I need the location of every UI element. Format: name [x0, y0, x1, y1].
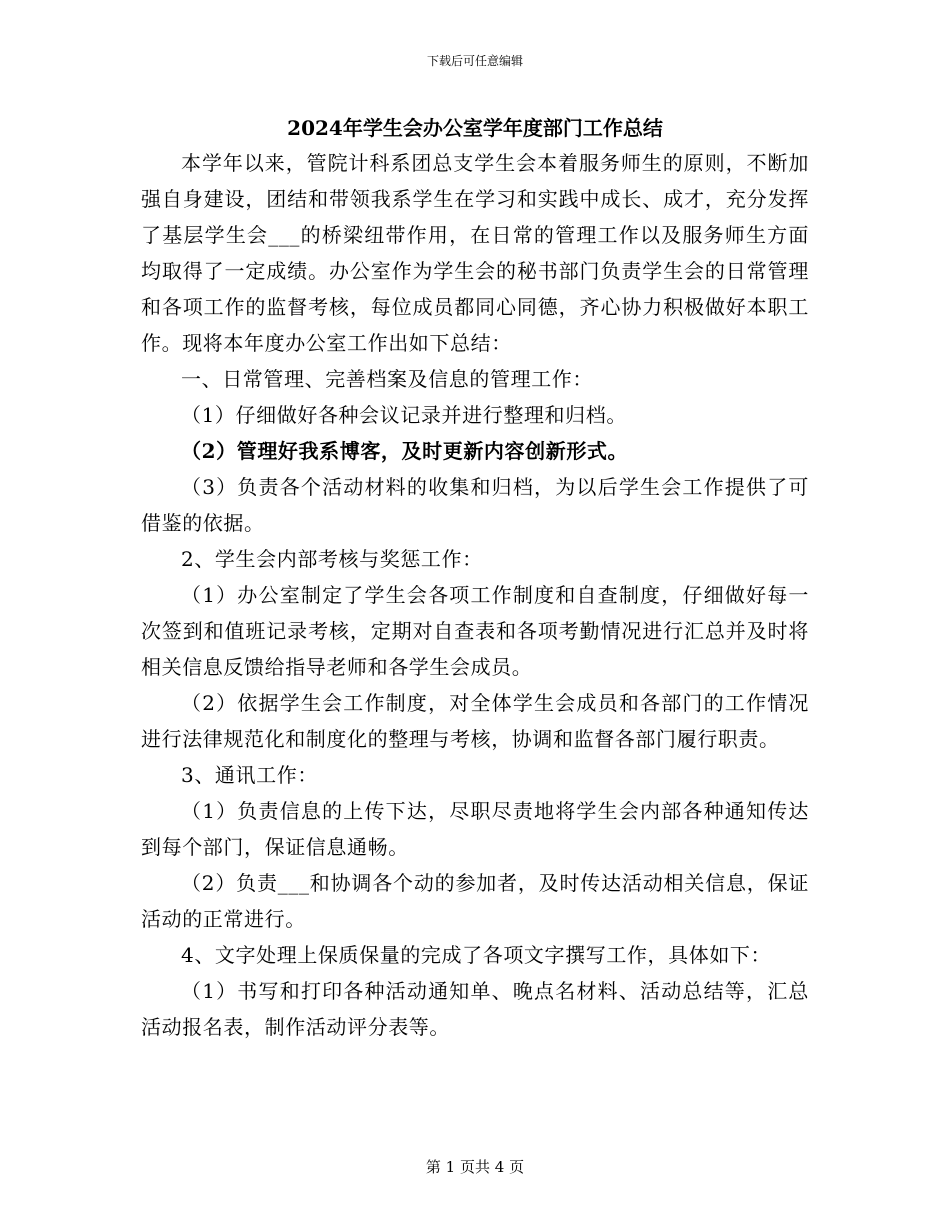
- section-heading-3: 3、通讯工作：: [181, 763, 318, 787]
- list-item-3-1: （1）负责信息的上传下达，尽职尽责地将学生会内部各种通知传达到每个部门，保证信息通畅。: [141, 799, 809, 859]
- list-item-3-2: （2）负责___和协调各个动的参加者，及时传达活动相关信息，保证活动的正常进行。: [141, 871, 809, 931]
- list-item-2-1: （1）办公室制定了学生会各项工作制度和自查制度，仔细做好每一次签到和值班记录考核，定期对自查表和各项考勤情况进行汇总并及时将相关信息反馈给指导老师和各学生会成员。: [141, 583, 809, 679]
- page-header-note: 下载后可任意编辑: [426, 54, 523, 68]
- list-item-2-2: （2）依据学生会工作制度，对全体学生会成员和各部门的工作情况进行法律规范化和制度化的整理与考核，协调和监督各部门履行职责。: [141, 691, 809, 751]
- section-heading-1: 一、日常管理、完善档案及信息的管理工作：: [181, 367, 593, 391]
- document-title: 2024年学生会办公室学年度部门工作总结: [287, 116, 663, 140]
- document-body: [141, 145, 809, 1045]
- paragraph-intro: 本学年以来，管院计科系团总支学生会本着服务师生的原则，不断加强自身建设，团结和带领我系学生在学习和实践中成长、成才，充分发挥了基层学生会___的桥梁纽带作用，在日常的管理工作以及服务师生方面均取得了一定成绩。办公室作为学生会的秘书部门负责学生会的日常管理和各项工作的监督考核，每位成员都同心同德，齐心协力积极做好本职工作。现将本年度办公室工作出如下总结：: [141, 151, 809, 355]
- list-item-1-1: （1）仔细做好各种会议记录并进行整理和归档。: [181, 403, 627, 427]
- page-number: 第 1 页共 4 页: [425, 1158, 525, 1176]
- list-item-1-2: （2）管理好我系博客，及时更新内容创新形式。: [181, 439, 629, 463]
- list-item-1-3: （3）负责各个活动材料的收集和归档，为以后学生会工作提供了可借鉴的依据。: [141, 475, 809, 535]
- section-heading-2: 2、学生会内部考核与奖惩工作：: [181, 547, 483, 571]
- list-item-4-1: （1）书写和打印各种活动通知单、晚点名材料、活动总结等，汇总活动报名表，制作活动评分表等。: [141, 979, 809, 1039]
- section-heading-4: 4、文字处理上保质保量的完成了各项文字撰写工作，具体如下：: [181, 943, 772, 967]
